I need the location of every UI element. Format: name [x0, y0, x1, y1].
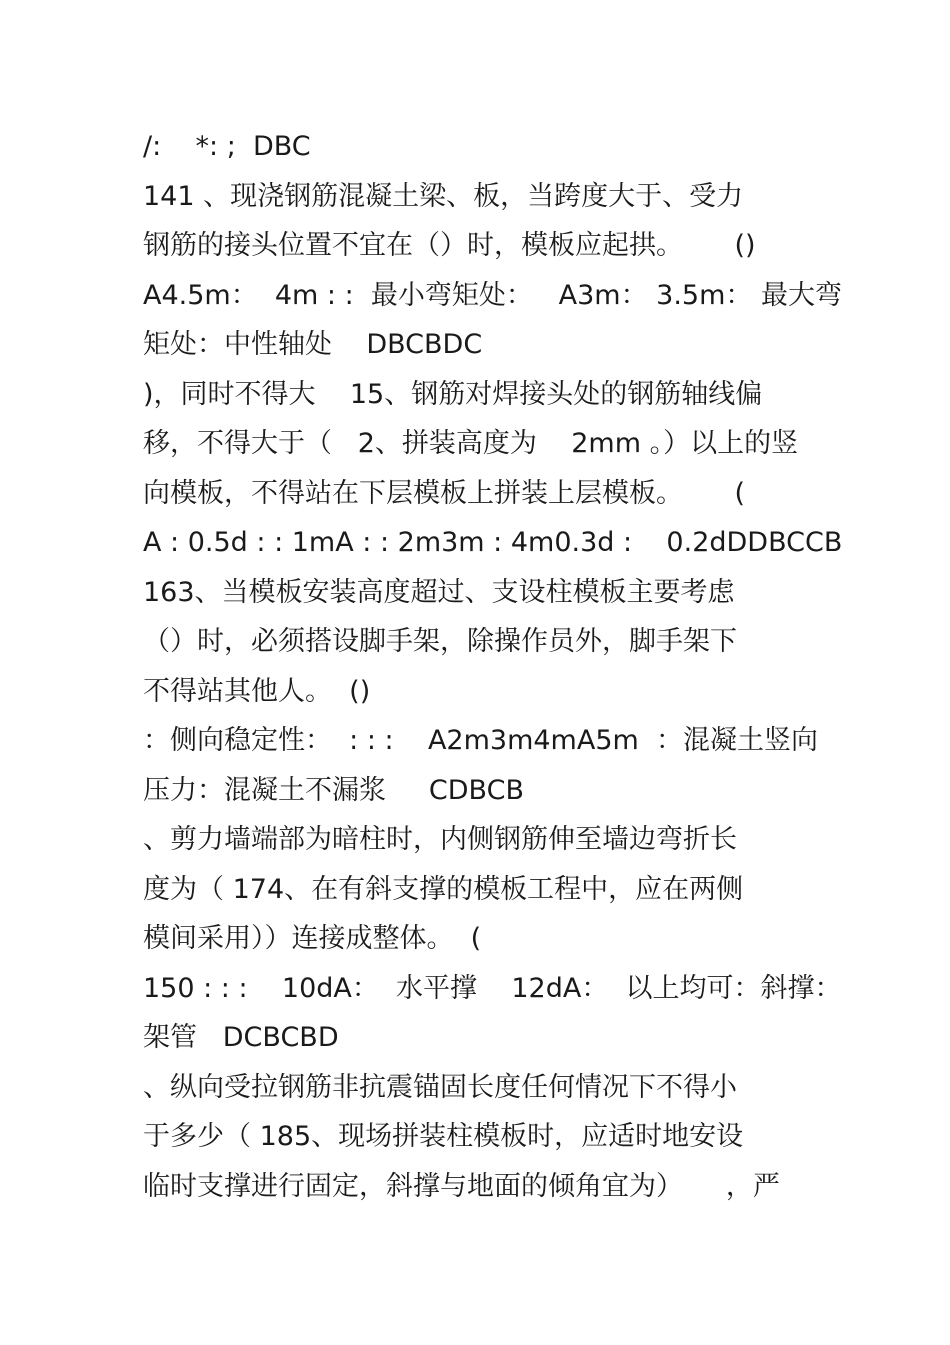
text-line: 、纵向受拉钢筋非抗震锚固长度任何情况下不得小: [143, 1071, 737, 1103]
text-line: 于多少（ 185、现场拼装柱模板时，应适时地安设: [143, 1121, 744, 1152]
text-line: 压力：混凝土不漏浆 CDBCB: [143, 774, 524, 806]
document-body: [143, 122, 843, 1211]
text-line: 度为（ 174、在有斜支撑的模板工程中，应在两侧: [143, 873, 744, 905]
text-line: 架管 DCBCBD: [143, 1022, 339, 1053]
text-line: 、剪力墙端部为暗柱时，内侧钢筋伸至墙边弯折长: [143, 824, 737, 855]
text-line: A4.5m： 4m : : 最小弯矩处： A3m： 3.5m： 最大弯: [143, 279, 842, 311]
text-line: /: *: ; DBC: [143, 131, 311, 162]
text-line: 移，不得大于（ 2、拼装高度为 2mm 。）以上的竖: [143, 428, 799, 459]
text-line: )，同时不得大 15、钢筋对焊接头处的钢筋轴线偏: [143, 378, 763, 410]
text-line: 模间采用））连接成整体。 (: [143, 923, 482, 954]
text-line: 矩处：中性轴处 DBCBDC: [143, 329, 483, 360]
text-line: 150 : : : 10dA： 水平撑 12dA： 以上均可：斜撑：: [143, 972, 842, 1004]
text-line: A : 0.5d : : 1mA : : 2m3m : 4m0.3d : 0.2dDDBCCB: [143, 527, 843, 558]
text-line: ：侧向稳定性： : : : A2m3m4mA5m ：混凝土竖向: [143, 725, 818, 756]
text-line: 钢筋的接头位置不宜在（）时，模板应起拱。 (): [143, 230, 756, 261]
text-line: 163、当模板安装高度超过、支设柱模板主要考虑: [143, 576, 735, 608]
text-line: 141 、现浇钢筋混凝土梁、板，当跨度大于、受力: [143, 180, 744, 212]
text-line: 不得站其他人。 (): [143, 675, 371, 707]
text-line: 向模板，不得站在下层模板上拼装上层模板。 (: [143, 477, 746, 509]
text-line: 临时支撑进行固定，斜撑与地面的倾角宜为） ，严: [143, 1170, 780, 1202]
text-line: （）时，必须搭设脚手架，除操作员外，脚手架下: [143, 626, 737, 657]
